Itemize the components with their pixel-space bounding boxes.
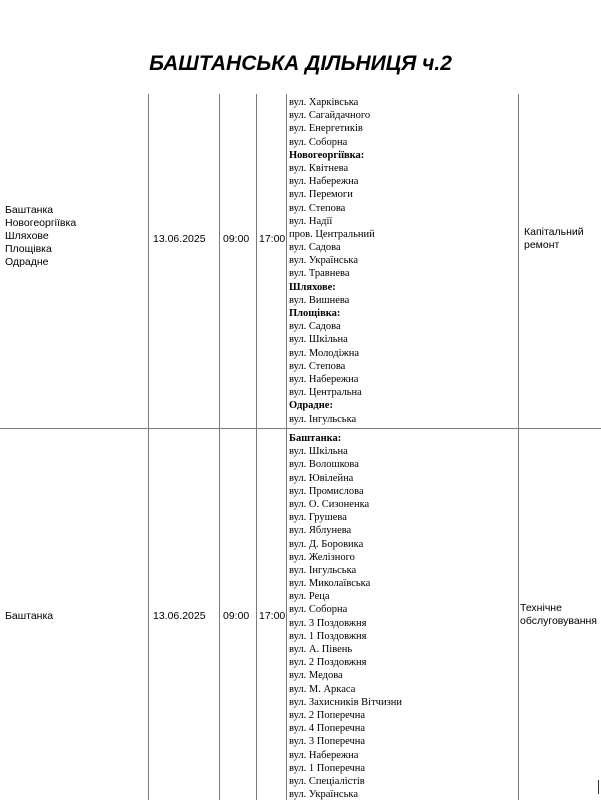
street-item: вул. Набережна [289, 749, 359, 761]
street-item: вул. Перемоги [289, 189, 353, 201]
street-item: вул. Енергетиків [289, 123, 363, 135]
settlement-name: Площівка [5, 243, 52, 255]
street-item: вул. Українська [289, 789, 358, 801]
street-item: вул. Ювілейна [289, 472, 354, 484]
street-item: вул. Д. Боровика [289, 538, 364, 550]
street-item: вул. Соборна [289, 604, 348, 616]
column-divider [148, 94, 149, 800]
street-item: вул. М. Аркаса [289, 683, 356, 695]
street-item: вул. Грушева [289, 512, 347, 524]
street-item: вул. Спеціалістів [289, 775, 365, 787]
street-item: пров. Центральний [289, 228, 375, 240]
street-item: вул. 2 Поздовжня [289, 657, 367, 669]
street-item: вул. А. Півень [289, 644, 353, 655]
settlements-cell [5, 610, 145, 623]
street-item: вул. Центральна [289, 387, 362, 399]
street-item: вул. Яблунева [289, 525, 352, 537]
column-divider [256, 94, 257, 800]
start-time-cell: 09:00 [223, 610, 250, 622]
street-item: вул. Промислова [289, 485, 364, 497]
reason-line: Технічне [520, 602, 562, 614]
street-item: вул. Харківська [289, 97, 359, 108]
street-item: вул. Садова [289, 321, 341, 333]
date-cell: 13.06.2025 [153, 610, 206, 622]
start-time-cell: 09:00 [223, 233, 250, 245]
street-item: вул. Сагайдачного [289, 110, 371, 122]
street-item: вул. 4 Поперечна [289, 723, 366, 735]
street-item: вул. Молодіжна [289, 347, 360, 359]
page-edge-mark [598, 780, 599, 794]
column-divider [518, 94, 519, 800]
column-divider [219, 94, 220, 800]
settlement-header: Новогеоргіївка: [289, 149, 365, 161]
street-item: вул. Українська [289, 255, 358, 267]
reason-line: Капітальний [524, 226, 584, 238]
settlement-name: Новогеоргіївка [5, 217, 77, 229]
street-item: вул. Шкільна [289, 446, 348, 458]
end-time-cell: 17:00 [259, 233, 286, 245]
reason-cell [520, 602, 600, 628]
settlement-header: Шляхове: [289, 281, 336, 293]
column-divider [286, 94, 287, 800]
street-item: вул. Миколаївська [289, 578, 371, 590]
street-item: вул. Степова [289, 360, 346, 372]
street-item: вул. 2 Поперечна [289, 709, 366, 721]
street-item: вул. Вишнева [289, 294, 350, 306]
street-item: вул. Інгульська [289, 413, 357, 425]
row-divider [0, 428, 601, 429]
street-item: вул. Набережна [289, 176, 359, 188]
settlement-name: Шляхове [5, 230, 49, 242]
street-item: вул. Квітнева [289, 162, 349, 174]
street-item: вул. Степова [289, 202, 346, 214]
street-item: вул. Реца [289, 591, 330, 603]
end-time-cell: 17:00 [259, 610, 286, 622]
outage-table [0, 94, 601, 800]
street-item: вул. Шкільна [289, 334, 348, 346]
street-item: вул. Набережна [289, 373, 359, 385]
settlement-name: Одрадне [5, 256, 49, 268]
street-item: вул. О. Сизоненка [289, 498, 370, 510]
street-item: вул. 1 Поперечна [289, 762, 366, 774]
street-item: вул. Надії [289, 215, 333, 227]
street-item: вул. Желізного [289, 551, 355, 563]
street-item: вул. Волошкова [289, 459, 359, 471]
settlement-name: Баштанка [5, 610, 54, 622]
street-item: вул. 3 Поздовжня [289, 617, 367, 629]
reason-cell [524, 226, 599, 252]
settlement-header: Площівка: [289, 308, 341, 319]
street-item: вул. Захисників Вітчизни [289, 696, 402, 708]
street-item: вул. 1 Поздовжня [289, 630, 367, 642]
settlement-header: Баштанка: [289, 433, 342, 444]
date-cell: 13.06.2025 [153, 233, 206, 245]
street-item: вул. Садова [289, 242, 341, 254]
street-item: вул. Інгульська [289, 564, 357, 576]
streets-cell [289, 432, 402, 801]
settlement-header: Одрадне: [289, 400, 333, 412]
settlements-cell [5, 204, 145, 269]
reason-line: ремонт [524, 239, 560, 251]
streets-cell [289, 96, 375, 426]
settlement-name: Баштанка [5, 204, 54, 216]
reason-line: обслуговування [520, 615, 597, 627]
street-item: вул. Травнева [289, 268, 350, 280]
street-item: вул. 3 Поперечна [289, 736, 366, 748]
street-item: вул. Соборна [289, 136, 348, 148]
street-item: вул. Медова [289, 670, 343, 682]
page-title: БАШТАНСЬКА ДІЛЬНИЦЯ ч.2 [149, 52, 452, 75]
